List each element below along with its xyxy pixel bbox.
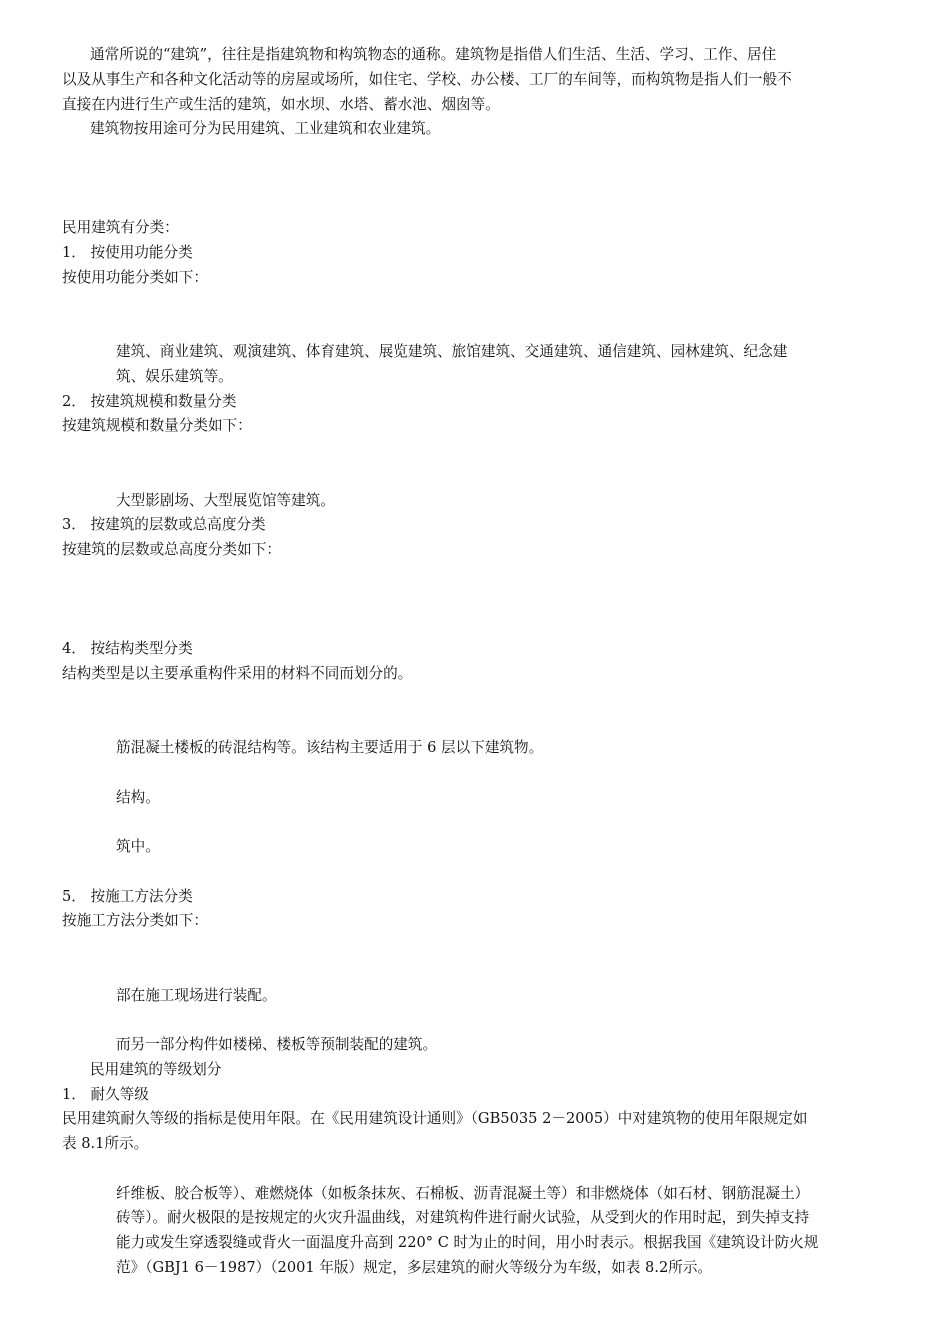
list-item-continuation: 部在施工现场进行装配。 (116, 986, 277, 1004)
list-item-continuation: 而另一部分构件如楼梯、楼板等预制装配的建筑。 (116, 1036, 438, 1053)
list-item-continuation: 筑中。 (116, 838, 160, 855)
text-line: 按建筑规模和数量分类如下： (62, 417, 252, 435)
list-item-continuation: 筋混凝土楼板的砖混结构等。该结构主要适用于 6 层以下建筑物。 (116, 739, 544, 756)
list-item-continuation: 能力或发生穿透裂缝或背火一面温度升高到 220° C 时为止的时间，用小时表示。根据我国《建筑设计防火规 (116, 1234, 819, 1251)
text-line: 以及从事生产和各种文化活动等的房屋或场所，如住宅、学校、办公楼、工厂的车间等，而构筑物是指人们一般不 (62, 70, 792, 88)
text-line: 2． 按建筑规模和数量分类 (62, 392, 237, 410)
list-item-continuation: 筑、娱乐建筑等。 (116, 367, 233, 385)
text-line: 按使用功能分类如下： (62, 268, 208, 286)
paragraph-first-line: 民用建筑的等级划分 (90, 1060, 222, 1078)
paragraph-first-line: 通常所说的“建筑”，往往是指建筑物和构筑物态的通称。建筑物是指借人们生活、生活、学习、工作、居住 (90, 46, 777, 63)
text-line: 5． 按施工方法分类 (62, 887, 193, 905)
text-line: 1． 耐久等级 (62, 1085, 149, 1103)
list-item-continuation: 砖等）。耐火极限的是按规定的火灾升温曲线，对建筑构件进行耐火试验，从受到火的作用时起，到失掉支持 (116, 1209, 810, 1227)
list-item-continuation: 范》（GBJ1 6－1987）（2001 年版）规定，多层建筑的耐火等级分为车级，如表 8.2所示。 (116, 1258, 713, 1276)
text-line: 3． 按建筑的层数或总高度分类 (62, 516, 266, 534)
text-line: 1． 按使用功能分类 (62, 244, 193, 261)
list-item-continuation: 纤维板、胶合板等）、难燃烧体（如板条抹灰、石棉板、沥青混凝土等）和非燃烧体（如石材、钢筋混凝土） (116, 1184, 810, 1202)
text-line: 民用建筑有分类： (62, 219, 179, 237)
list-item-continuation: 大型影剧场、大型展览馆等建筑。 (116, 491, 335, 509)
text-line: 直接在内进行生产或生活的建筑，如水坝、水塔、蓄水池、烟囱等。 (62, 95, 500, 113)
text-line: 按施工方法分类如下： (62, 912, 208, 930)
list-item-continuation: 结构。 (116, 788, 160, 806)
text-line: 民用建筑耐久等级的指标是使用年限。在《民用建筑设计通则》（GB5035 2－2005）中对建筑物的使用年限规定如 (62, 1110, 808, 1128)
text-line: 按建筑的层数或总高度分类如下： (62, 541, 281, 558)
text-line: 4． 按结构类型分类 (62, 640, 193, 657)
text-line: 结构类型是以主要承重构件采用的材料不同而划分的。 (62, 664, 413, 682)
list-item-continuation: 建筑、商业建筑、观演建筑、体育建筑、展览建筑、旅馆建筑、交通建筑、通信建筑、园林建筑、纪念建 (116, 343, 788, 360)
paragraph-first-line: 建筑物按用途可分为民用建筑、工业建筑和农业建筑。 (90, 120, 441, 138)
text-line: 表 8.1所示。 (62, 1135, 149, 1152)
